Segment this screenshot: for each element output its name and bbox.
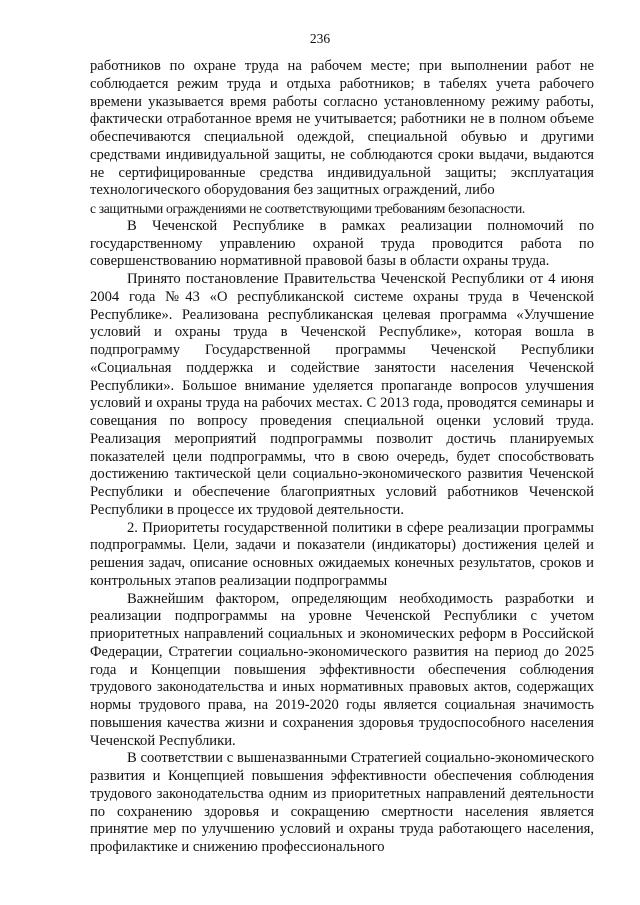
paragraph-violations-end: с защитными ограждениями не соответствующими требованиям безопасности. — [90, 201, 525, 216]
page-number: 236 — [309, 31, 331, 46]
paragraph-strategy: В соответствии с вышеназванными Стратегией социально-экономического развития и Концепцией повышения эффективности обеспечения соблюдения трудового законодательства одним из приоритетных направлений деятельности по сохранению здоровья и сокращению смертности населения является принятие мер по улучшению условий и охраны труда работающего населения, профилактике и снижению профессионального — [90, 750, 594, 855]
paragraph-key-factor: Важнейшим фактором, определяющим необходимость разработки и реализации подпрограммы на уровне Чеченской Республики с учетом приоритетных направлений социальных и экономических реформ в Российской Федерации, Стратегии социально-экономического развития на период до 2025 года и Концепции повышения эффективности обеспечения соблюдения трудового законодательства и иных нормативных правовых актов, содержащих нормы трудового права, на 2019-2020 годы является социальная значимость повышения качества жизни и сохранения здоровья трудоспособного населения Чеченской Республики. — [90, 590, 594, 749]
body-text — [90, 58, 594, 857]
paragraph-regional-management: В Чеченской Республике в рамках реализации полномочий по государственному управлению охраной труда проводится работа по совершенствованию нормативной правовой базы в области охраны труда. — [90, 217, 594, 270]
section-heading-priorities: 2. Приоритеты государственной политики в сфере реализации программы подпрограммы. Цели, задачи и показатели (индикаторы) достижения целей и решения задач, описание основных ожидаемых конечных результатов, сроков и контрольных этапов реализации подпрограммы — [90, 519, 594, 589]
paragraph-violations: работников по охране труда на рабочем месте; при выполнении работ не соблюдается режим труда и отдыха работников; в табелях учета рабочего времени указывается время работы согласно установленному режиму работы, фактически отработанное время не учитывается; работники не в полном объеме обеспечиваются специальной одеждой, специальной обувью и другими средствами индивидуальной защиты, не соблюдаются сроки выдачи, выдаются не сертифицированные средства индивидуальной защиты; эксплуатация технологического оборудования без защитных ограждений, либо — [90, 58, 594, 199]
paragraph-resolution: Принято постановление Правительства Чеченской Республики от 4 июня 2004 года №43 «О республиканской системе охраны труда в Чеченской Республике». Реализована республиканская целевая программа «Улучшение условий и охраны труда в Чеченской Республике», которая вошла в подпрограмму Государственной программы Чеченской Республики «Социальная поддержка и содействие занятости населения Чеченской Республики». Большое внимание уделяется пропаганде вопросов улучшения условий и охраны труда на рабочих местах. С 2013 года, проводятся семинары и совещания по вопросу проведения специальной оценки условий труда. Реализация мероприятий подпрограммы позволит достичь планируемых показателей цели подпрограммы, что в свою очередь, будет способствовать достижению тактической цели социально-экономического развития Чеченской Республики и обеспечение благоприятных условий работников Чеченской Республики в процессе их трудовой деятельности. — [90, 271, 594, 518]
